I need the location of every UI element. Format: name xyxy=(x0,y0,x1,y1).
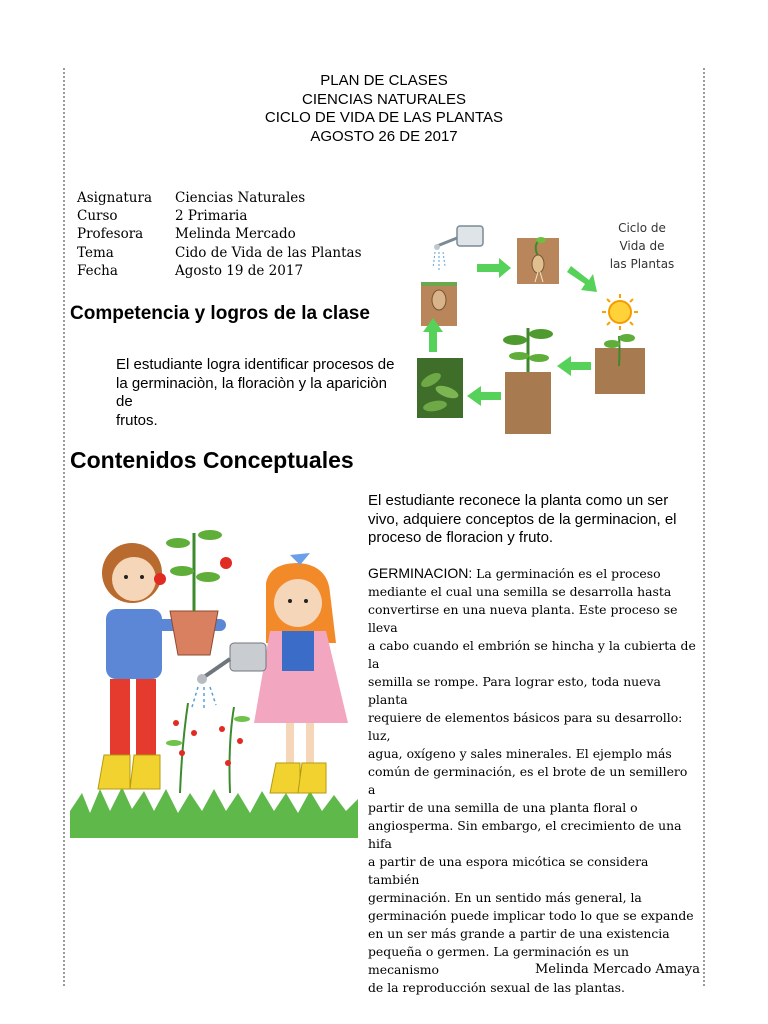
germ-line: germinación puede implicar todo lo que se expande xyxy=(368,908,694,923)
arrow-left-icon xyxy=(557,356,591,376)
germ-line: a cabo cuando el embrión se hincha y la cubierta de la xyxy=(368,638,696,671)
info-label: Tema xyxy=(77,244,114,261)
intro-line: El estudiante reconece la planta como un ser xyxy=(368,492,669,509)
arrow-right-icon xyxy=(477,258,511,278)
page-border-left xyxy=(63,68,65,986)
contenidos-heading: Contenidos Conceptuales xyxy=(70,447,354,473)
seedlings-row xyxy=(166,703,250,793)
info-value: Agosto 19 de 2017 xyxy=(175,262,304,279)
info-row xyxy=(77,225,362,243)
competencia-line: El estudiante logra identificar procesos de xyxy=(116,356,395,373)
plant-life-cycle-image xyxy=(415,216,695,438)
children-gardening-image xyxy=(70,493,358,838)
info-value: 2 Primaria xyxy=(175,208,248,225)
germ-line: partir de una semilla de una planta floral o xyxy=(368,800,638,815)
germ-line: germinación. En un sentido más general, la xyxy=(368,890,642,905)
cycle-title-line-3: las Plantas xyxy=(609,257,675,271)
girl-figure xyxy=(254,553,348,793)
info-label: Curso xyxy=(77,208,118,225)
germ-line: requiere de elementos básicos para su desarrollo: luz, xyxy=(368,710,683,743)
germinacion-label: GERMINACION: xyxy=(368,565,473,581)
germ-line: semilla se rompe. Para lograr esto, toda nueva planta xyxy=(368,674,661,707)
info-row xyxy=(77,244,362,262)
info-value: Ciencias Naturales xyxy=(175,190,306,206)
arrow-left-icon xyxy=(467,386,501,406)
grown-plant-icon xyxy=(503,328,553,434)
contenidos-intro xyxy=(368,492,698,548)
germ-line: de la reproducción sexual de las plantas. xyxy=(368,980,625,995)
info-label: Fecha xyxy=(77,262,118,279)
document-header xyxy=(63,72,705,146)
cycle-title-line-2: Vida de xyxy=(619,239,665,253)
germ-line: angiosperma. Sin embargo, el crecimiento de una hifa xyxy=(368,818,682,851)
header-line-2: CIENCIAS NATURALES xyxy=(302,90,466,108)
info-row xyxy=(77,207,362,225)
germ-line: en un ser más grande a partir de una existencia xyxy=(368,926,670,941)
germ-line xyxy=(368,564,698,583)
signature: Melinda Mercado Amaya xyxy=(535,962,700,977)
bean-pods-icon xyxy=(417,358,463,418)
germ-line: agua, oxígeno y sales minerales. El ejemplo más xyxy=(368,746,672,761)
germ-line: pequeña o germen. La germinación es un mecanismo xyxy=(368,944,630,977)
germ-text: La germinación es el proceso xyxy=(472,566,661,581)
germinacion-paragraph xyxy=(368,564,698,997)
competencia-paragraph xyxy=(116,356,406,430)
watering-can-icon xyxy=(433,226,483,270)
info-value: Cido de Vida de las Plantas xyxy=(175,244,362,261)
header-line-4: AGOSTO 26 DE 2017 xyxy=(310,127,458,145)
info-row xyxy=(77,262,362,280)
competencia-line: de xyxy=(116,393,133,410)
sprout-in-soil-icon xyxy=(517,237,559,284)
header-line-3: CICLO DE VIDA DE LAS PLANTAS xyxy=(264,109,504,126)
germ-line: mediante el cual una semilla se desarrolla hasta xyxy=(368,584,672,599)
page-border-right xyxy=(703,68,705,986)
potted-tomato-plant xyxy=(154,530,232,655)
seedling-in-soil-icon xyxy=(595,334,645,394)
sun-icon xyxy=(602,294,638,330)
info-value: Melinda Mercado xyxy=(175,226,296,243)
cycle-title-line-1: Ciclo de xyxy=(618,221,666,235)
germ-line: a partir de una espora micótica se considera también xyxy=(368,854,649,887)
germ-line: común de germinación, es el brote de un semillero a xyxy=(368,764,688,797)
competencia-line: la germinaciòn, la floraciòn y la apariciòn xyxy=(116,374,387,392)
competencia-line: frutos. xyxy=(116,411,158,429)
competencia-heading: Competencia y logros de la clase xyxy=(70,303,370,324)
header-line-1: PLAN DE CLASES xyxy=(320,72,448,89)
info-label: Profesora xyxy=(77,226,144,243)
class-info-table xyxy=(77,189,362,280)
germ-line: convertirse en una nueva planta. Este proceso se lleva xyxy=(368,602,678,635)
info-row xyxy=(77,189,362,207)
intro-line: proceso de floracion y fruto. xyxy=(368,529,554,546)
info-label: Asignatura xyxy=(77,190,153,206)
grass xyxy=(70,787,358,838)
intro-line: vivo, adquiere conceptos de la germinacion, el xyxy=(368,510,677,528)
arrow-down-right-icon xyxy=(567,266,597,292)
seed-in-soil-icon xyxy=(421,282,457,326)
